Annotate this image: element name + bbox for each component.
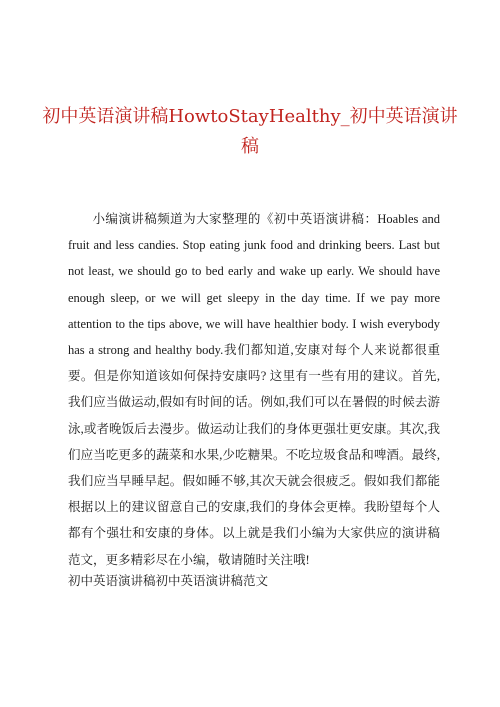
body-paragraph: 小编演讲稿频道为大家整理的《初中英语演讲稿：Hoables and fruit and less candies. Stop eating junk food and drinking beers. Last but not least, we should go to bed early and wake up early. We should have enough sleep, or we will get sleepy in the day time. If we pay more attention to the tips above, we will have healthier body. I wish everybody has a strong and healthy body.我们都知道,安康对每个人来说都很重要。但是你知道该如何保持安康吗? 这里有一些有用的建议。首先,我们应当做运动,假如有时间的话。例如,我们可以在暑假的时候去游泳,或者晚饭后去漫步。做运动让我们的身体更强壮更安康。其次,我们应当吃更多的蔬菜和水果,少吃糖果。不吃垃圾食品和啤酒。最终,我们应当早睡早起。假如睡不够,其次天就会很疲乏。假如我们都能根据以上的建议留意自己的安康,我们的身体会更棒。我盼望每个人都有个强壮和安康的身体。以上就是我们小编为大家供应的演讲稿范文，更多精彩尽在小编，敬请随时关注哦! — [68, 212, 440, 567]
document-title: 初中英语演讲稿HowtoStayHealthy_初中英语演讲稿 — [42, 106, 458, 157]
document-body — [68, 206, 440, 573]
related-articles-line: 初中英语演讲稿初中英语演讲稿范文 — [68, 573, 269, 588]
